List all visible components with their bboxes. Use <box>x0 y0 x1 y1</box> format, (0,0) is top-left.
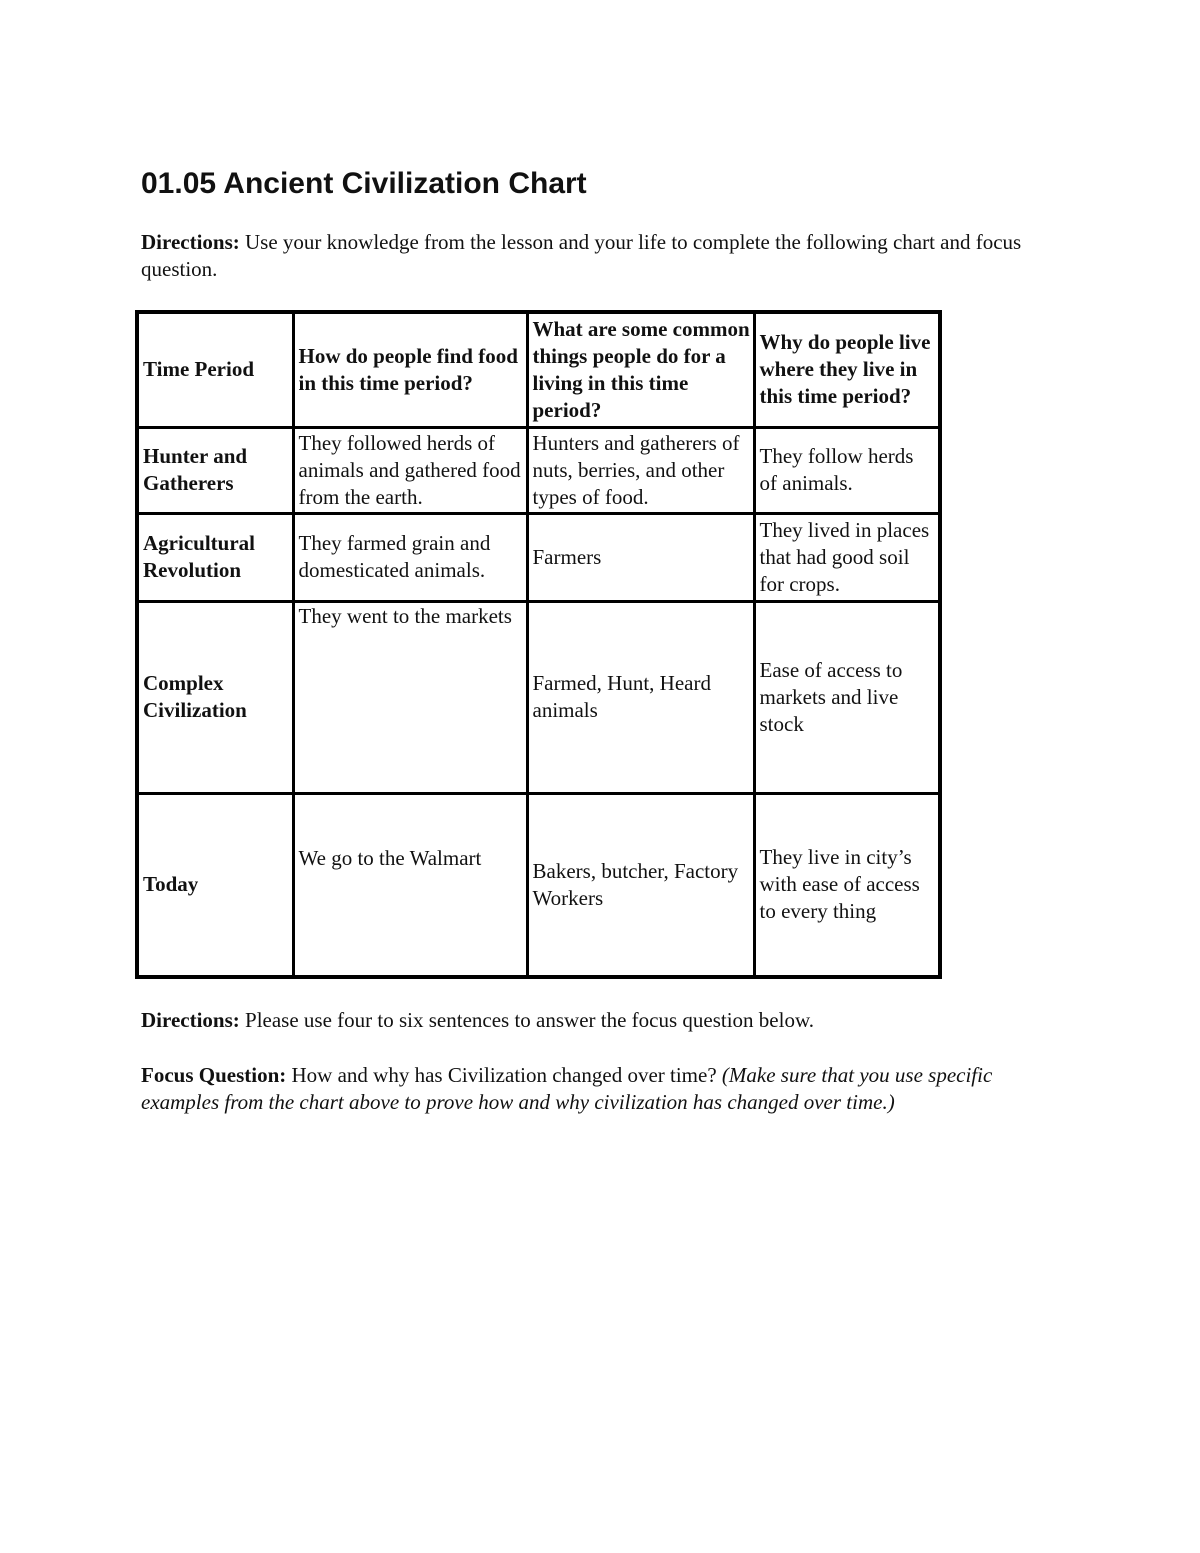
header-find-food: How do people find food in this time period? <box>293 312 527 427</box>
table-header-row <box>137 312 940 427</box>
row-period-cell: Complex Civilization <box>137 601 293 793</box>
header-live-where: Why do people live where they live in this time period? <box>754 312 940 427</box>
directions-label-2: Directions: <box>141 1008 240 1032</box>
table-row <box>137 793 940 977</box>
focus-question-note: (Make sure that you use specific examples from the chart above to prove how and why civilization has changed over time.) <box>141 1063 993 1114</box>
directions-paragraph <box>141 229 1041 283</box>
directions-label: Directions: <box>141 230 240 254</box>
focus-question-label: Focus Question: <box>141 1063 287 1087</box>
row-period-cell: Hunter and Gatherers <box>137 427 293 513</box>
civilization-chart-table <box>135 310 942 979</box>
food-cell: They followed herds of animals and gathered food from the earth. <box>293 427 527 513</box>
row-period-cell: Agricultural Revolution <box>137 513 293 601</box>
food-cell: They farmed grain and domesticated animals. <box>293 513 527 601</box>
food-cell: They went to the markets <box>293 601 527 793</box>
row-period-cell: Today <box>137 793 293 977</box>
living-cell: Bakers, butcher, Factory Workers <box>527 793 754 977</box>
directions-paragraph-2 <box>141 1007 1041 1034</box>
table-row <box>137 601 940 793</box>
where-cell: They lived in places that had good soil for crops. <box>754 513 940 601</box>
focus-question-text: How and why has Civilization changed over time? <box>286 1063 722 1087</box>
where-cell: Ease of access to markets and live stock <box>754 601 940 793</box>
where-cell: They live in city’s with ease of access to every thing <box>754 793 940 977</box>
table-row <box>137 513 940 601</box>
living-cell: Farmed, Hunt, Heard animals <box>527 601 754 793</box>
living-cell: Hunters and gatherers of nuts, berries, and other types of food. <box>527 427 754 513</box>
header-time-period: Time Period <box>137 312 293 427</box>
page-title: 01.05 Ancient Civilization Chart <box>141 167 587 200</box>
directions-text-2: Please use four to six sentences to answer the focus question below. <box>239 1008 815 1032</box>
where-cell: They follow herds of animals. <box>754 427 940 513</box>
focus-question-paragraph <box>141 1062 1041 1116</box>
directions-text: Use your knowledge from the lesson and your life to complete the following chart and focus question. <box>141 230 1022 281</box>
header-living: What are some common things people do for a living in this time period? <box>527 312 754 427</box>
living-cell: Farmers <box>527 513 754 601</box>
table-row <box>137 427 940 513</box>
food-cell: We go to the Walmart <box>293 793 527 977</box>
